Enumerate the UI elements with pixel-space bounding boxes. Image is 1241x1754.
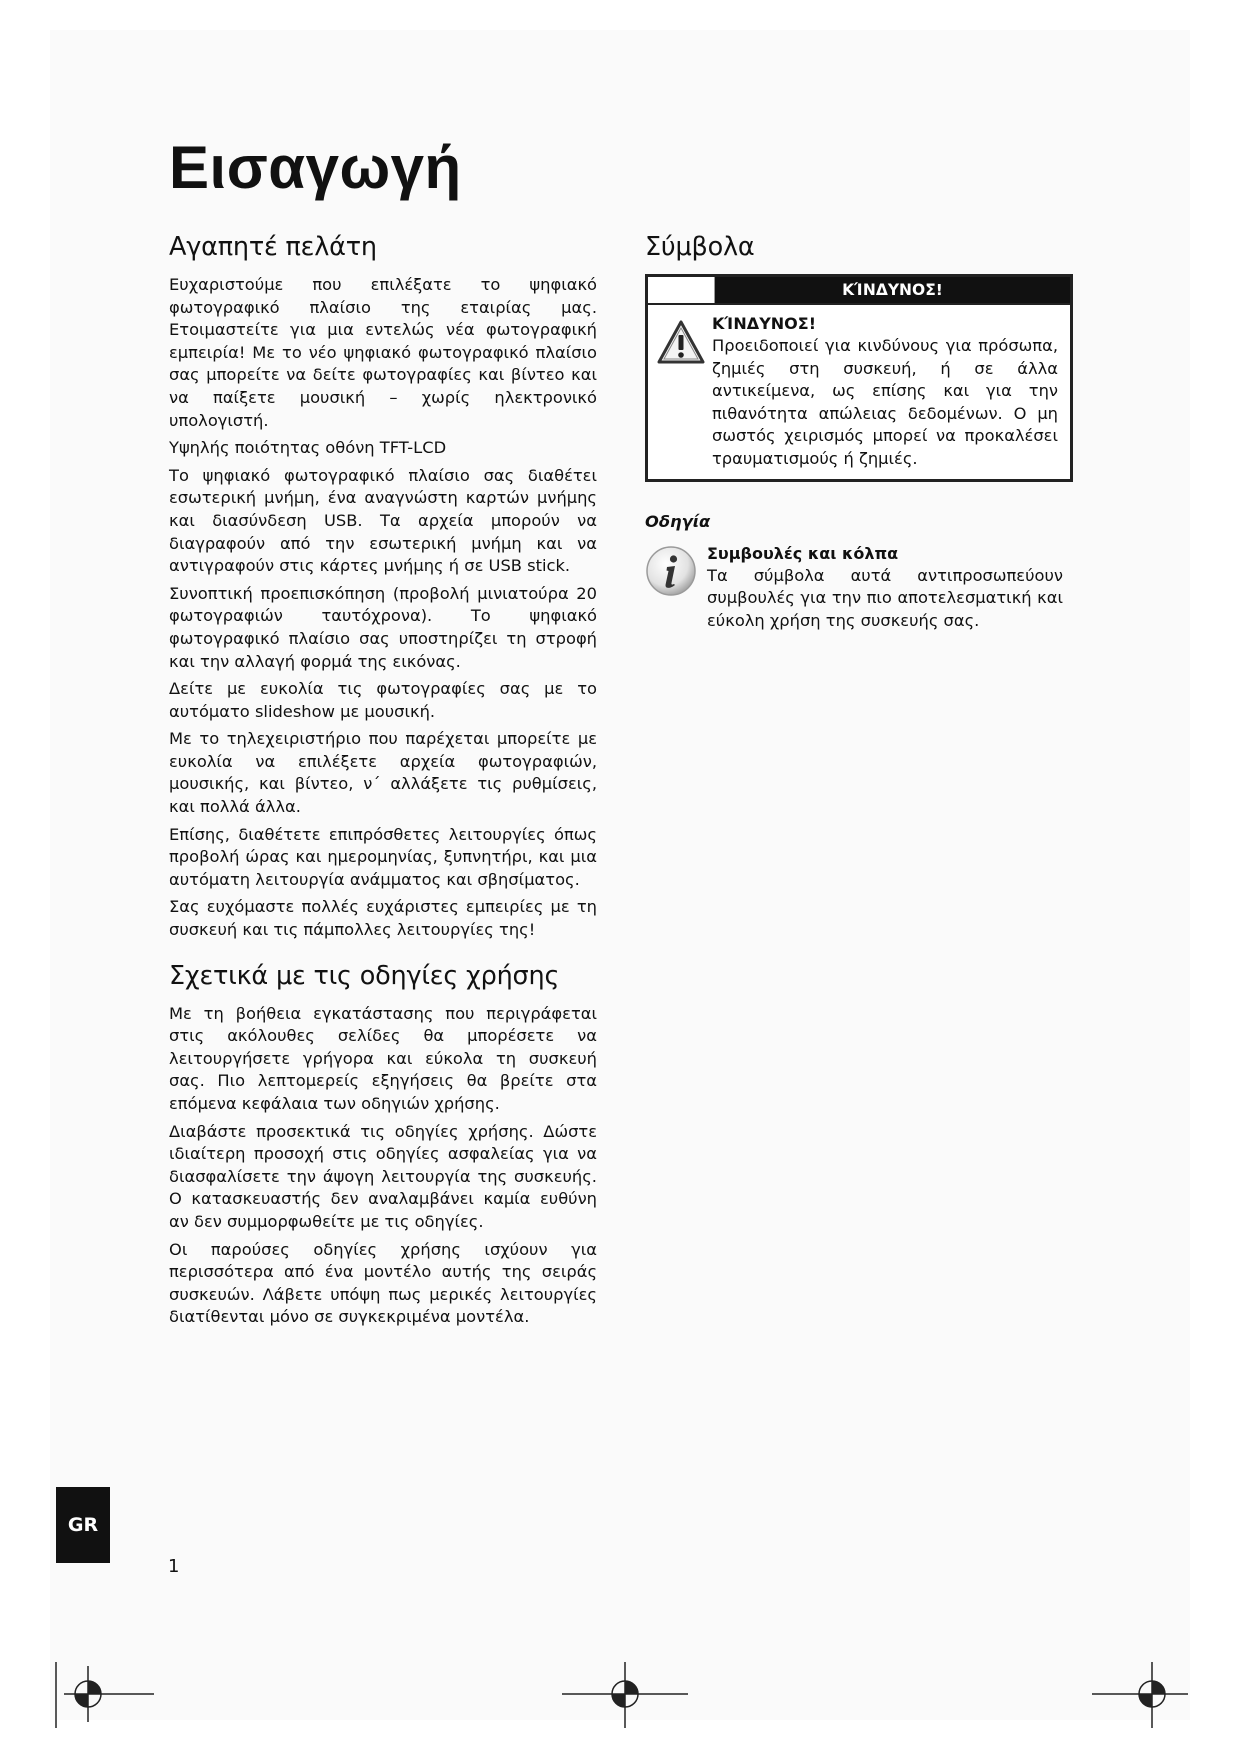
- registration-mark-left-icon: [50, 1660, 160, 1730]
- danger-header-label: ΚΊΝΔΥΝΟΣ!: [715, 277, 1070, 303]
- danger-text-block: [712, 313, 1058, 471]
- registration-mark-right-icon: [1090, 1660, 1190, 1730]
- left-column: [169, 232, 597, 1334]
- wishes-paragraph: Σας ευχόμαστε πολλές ευχάριστες εμπειρίες με τη συσκευή και τις πάμπολλες λειτουργίες της!: [169, 897, 597, 940]
- memory-paragraph: Το ψηφιακό φωτογραφικό πλαίσιο σας διαθέτει εσωτερική μνήμη, ένα αναγνώστη καρτών μνήμης και διασύνδεση USB. Τα αρχεία μπορούν να διαγραφούν από την εσωτερική μνήμη και να αντιγραφούν στις κάρτες μνήμης ή σε USB stick.: [169, 465, 597, 576]
- preview-paragraph: Συνοπτική προεπισκόπηση (προβολή μινιατούρα 20 φωτογραφιών ταυτόχρονα). Το ψηφιακό φωτογραφικό πλαίσιο σας υποστηρίζει τη στροφή και την αλλαγή φορμά της εικόνας.: [169, 583, 597, 671]
- page-number: 1: [168, 1556, 180, 1577]
- models-paragraph: Οι παρούσες οδηγίες χρήσης ισχύουν για περισσότερα από ένα μοντέλο αυτής της σειράς συσκευών. Λάβετε υπόψη πως μερικές λειτουργίες διατίθενται μόνο σε συγκεκριμένα μοντέλα.: [169, 1239, 597, 1327]
- danger-description: Προειδοποιεί για κινδύνους για πρόσωπα, ζημιές στη συσκευή, ή σε άλλα αντικείμενα, ως επίσης και για την πιθανότητα απώλειας δεδομένων. Ο μη σωστός χειρισμός μπορεί να προκαλέσει τραυματισμούς ή ζημιές.: [712, 336, 1058, 468]
- page-title: Εισαγωγή: [169, 134, 462, 201]
- extra-functions-paragraph: Επίσης, διαθέτετε επιπρόσθετες λειτουργίες όπως προβολή ώρας και ημερομηνίας, ξυπνητήρι, και μια αυτόματη λειτουργία ανάμματος και σβησίματος.: [169, 824, 597, 889]
- installation-help-paragraph: Με τη βοήθεια εγκατάστασης που περιγράφεται στις ακόλουθες σελίδες θα μπορέσετε να λειτουργήσετε γρήγορα και εύκολα τη συσκευή σας. Πιο λεπτομερείς εξηγήσεις θα βρείτε στα επόμενα κεφάλαια των οδηγιών χρήσης.: [169, 1003, 597, 1113]
- symbols-heading: Σύμβολα: [645, 232, 755, 262]
- warning-triangle-icon: [656, 313, 712, 471]
- slideshow-paragraph: Δείτε με ευκολία τις φωτογραφίες σας με το αυτόματο slideshow με μουσική.: [169, 679, 597, 721]
- info-icon: [645, 543, 707, 633]
- tip-description: Τα σύμβολα αυτά αντιπροσωπεύουν συμβουλές για την πιο αποτελεσματική και εύκολη χρήση της συσκευής σας.: [707, 565, 1063, 630]
- right-column: [645, 232, 1075, 632]
- intro-paragraph: Ευχαριστούμε που επιλέξατε το ψηφιακό φωτογραφικό πλαίσιο της εταιρίας μας. Ετοιμαστείτε για μια εντελώς νέα φωτογραφική εμπειρία! Με το νέο ψηφιακό φωτογραφικό πλαίσιο σας μπορείτε να δείτε φωτογραφίες και βίντεο και να παίξετε μουσική – χωρίς ηλεκτρονικό υπολογιστή.: [169, 275, 597, 430]
- tft-lcd-subheading: Υψηλής ποιότητας οθόνη TFT-LCD: [169, 438, 447, 458]
- danger-title: ΚΊΝΔΥΝΟΣ!: [712, 314, 816, 333]
- tip-block: [645, 543, 1075, 633]
- language-tab: GR: [56, 1487, 110, 1563]
- danger-body: [648, 305, 1070, 479]
- tip-title: Συμβουλές και κόλπα: [707, 543, 899, 563]
- danger-header: [648, 277, 1070, 305]
- remote-paragraph: Με το τηλεχειριστήριο που παρέχεται μπορείτε με ευκολία να επιλέξετε αρχεία φωτογραφιών, μουσικής, και βίντεο, ν΄ αλλάξετε τις ρυθμίσεις, και πολλά άλλα.: [169, 729, 597, 817]
- about-manual-heading: Σχετικά με τις οδηγίες χρήσης: [169, 960, 560, 991]
- hint-label: Οδηγία: [645, 511, 711, 531]
- registration-mark-center-icon: [560, 1660, 690, 1730]
- dear-customer-heading: Αγαπητέ πελάτη: [169, 232, 377, 262]
- tip-text-block: [707, 543, 1075, 633]
- danger-box: [645, 274, 1073, 482]
- read-carefully-paragraph: Διαβάστε προσεκτικά τις οδηγίες χρήσης. Δώστε ιδιαίτερη προσοχή στις οδηγίες ασφαλείας για να διασφαλίσετε την άψογη λειτουργία της συσκευής. Ο κατασκευαστής δεν αναλαμβάνει καμία ευθύνη αν δεν συμμορφωθείτε με τις οδηγίες.: [169, 1121, 597, 1231]
